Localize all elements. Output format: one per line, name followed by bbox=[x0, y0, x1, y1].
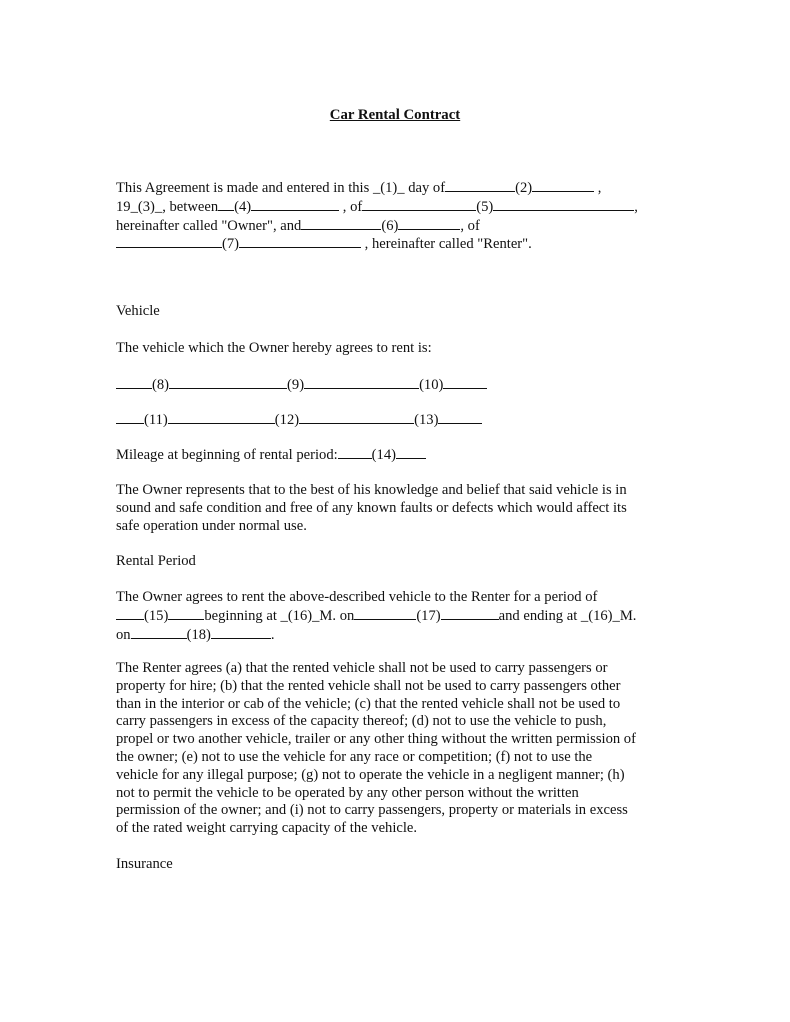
blank-field-15-left[interactable] bbox=[116, 607, 144, 620]
field-15-label: (15) bbox=[144, 607, 169, 624]
blank-field-15-right[interactable] bbox=[168, 607, 204, 620]
paragraph-line: not to permit the vehicle to be operated by any other person without the written bbox=[116, 784, 579, 801]
field-17-label: (17) bbox=[416, 607, 441, 624]
blank-field-5-left[interactable] bbox=[362, 198, 476, 211]
field-7-label: (7) bbox=[222, 236, 240, 253]
agreement-text: This Agreement is made and entered in this _(1)_ day of bbox=[116, 180, 446, 196]
rental-period-line-2 bbox=[116, 607, 676, 626]
paragraph-line: The Owner represents that to the best of his knowledge and belief that said vehicle is in bbox=[116, 482, 627, 498]
agreement-text: , of bbox=[460, 217, 480, 234]
agreement-text: , of bbox=[339, 198, 363, 215]
blank-field-18-right[interactable] bbox=[211, 626, 271, 639]
paragraph-line: than in the interior or cab of the vehicle; (c) that the rented vehicle shall not be used to bbox=[116, 695, 621, 712]
blank-field-13-right[interactable] bbox=[438, 411, 482, 424]
mileage-line bbox=[116, 446, 676, 465]
paragraph-line: carry passengers in excess of the capacity thereof; (d) not to use the vehicle to push, bbox=[116, 713, 607, 730]
blank-field-11-left[interactable] bbox=[116, 411, 144, 424]
paragraph-line: the owner; (e) not to use the vehicle for any race or competition; (f) not to use the bbox=[116, 748, 593, 765]
field-14-label: (14) bbox=[371, 447, 396, 463]
field-10-label: (10) bbox=[419, 377, 444, 393]
paragraph-line: of the rated weight carrying capacity of the vehicle. bbox=[116, 820, 418, 837]
field-6-label: (6) bbox=[381, 217, 399, 234]
paragraph-text: . bbox=[270, 626, 275, 643]
blank-field-7-left[interactable] bbox=[116, 235, 222, 248]
agreement-line-4 bbox=[116, 235, 676, 254]
insurance-heading: Insurance bbox=[116, 856, 173, 872]
field-2-label: (2) bbox=[515, 180, 533, 196]
paragraph-line: safe operation under normal use. bbox=[116, 517, 307, 534]
agreement-text: hereinafter called "Owner", and bbox=[116, 217, 302, 234]
blank-field-6-right[interactable] bbox=[398, 217, 460, 230]
vehicle-heading: Vehicle bbox=[116, 303, 160, 319]
paragraph-text: beginning at _(16)_M. on bbox=[204, 607, 355, 624]
renter-agrees-paragraph bbox=[116, 660, 676, 838]
paragraph-text: on bbox=[116, 626, 131, 643]
field-8-label: (8) bbox=[152, 377, 170, 393]
blank-field-9-left[interactable] bbox=[169, 376, 287, 389]
owner-representation-paragraph bbox=[116, 482, 676, 535]
agreement-paragraph bbox=[116, 179, 676, 254]
rental-period-line-3 bbox=[116, 626, 676, 645]
blank-field-8-left[interactable] bbox=[116, 376, 152, 389]
blank-field-7-right[interactable] bbox=[239, 235, 361, 248]
agreement-text: , hereinafter called "Renter". bbox=[361, 236, 532, 253]
paragraph-line: propel or two another vehicle, trailer or any other thing without the written permission of bbox=[116, 731, 636, 748]
blank-field-10-left[interactable] bbox=[304, 376, 419, 389]
blank-field-13-left[interactable] bbox=[299, 411, 414, 424]
field-4-label: (4) bbox=[234, 198, 252, 215]
paragraph-line: The Renter agrees (a) that the rented vehicle shall not be used to carry passengers or bbox=[116, 660, 608, 676]
vehicle-row-2 bbox=[116, 411, 676, 430]
field-9-label: (9) bbox=[287, 377, 305, 393]
blank-field-14-left[interactable] bbox=[338, 446, 372, 459]
blank-field-10-right[interactable] bbox=[443, 376, 487, 389]
vehicle-intro: The vehicle which the Owner hereby agrees to rent is: bbox=[116, 340, 432, 356]
mileage-label: Mileage at beginning of rental period: bbox=[116, 447, 338, 463]
blank-field-17-left[interactable] bbox=[354, 607, 416, 620]
paragraph-line: property for hire; (b) that the rented vehicle shall not be used to carry passengers other bbox=[116, 677, 621, 694]
vehicle-row-1 bbox=[116, 376, 676, 395]
blank-field-2-left[interactable] bbox=[445, 179, 515, 192]
agreement-text: 19_(3)_, between bbox=[116, 198, 219, 215]
field-11-label: (11) bbox=[144, 412, 168, 428]
blank-field-17-right[interactable] bbox=[441, 607, 499, 620]
blank-field-4-right[interactable] bbox=[251, 198, 339, 211]
blank-field-5-right[interactable] bbox=[493, 198, 634, 211]
paragraph-line: sound and safe condition and free of any known faults or defects which would affect its bbox=[116, 499, 627, 516]
rental-period-paragraph bbox=[116, 589, 676, 644]
agreement-text: , bbox=[634, 198, 638, 215]
agreement-line-2 bbox=[116, 198, 676, 217]
agreement-line-3 bbox=[116, 217, 676, 236]
paragraph-line: vehicle for any illegal purpose; (g) not to operate the vehicle in a negligent manner; (h) bbox=[116, 766, 625, 783]
blank-field-4-left[interactable] bbox=[218, 198, 234, 211]
rental-period-heading: Rental Period bbox=[116, 553, 196, 569]
field-13-label: (13) bbox=[414, 412, 439, 428]
paragraph-text: and ending at _(16)_M. bbox=[498, 607, 637, 624]
agreement-text: , bbox=[594, 180, 602, 196]
blank-field-18-left[interactable] bbox=[131, 626, 187, 639]
paragraph-line: The Owner agrees to rent the above-described vehicle to the Renter for a period of bbox=[116, 589, 598, 605]
field-18-label: (18) bbox=[186, 626, 211, 643]
document-title: Car Rental Contract bbox=[329, 107, 461, 123]
agreement-line-1 bbox=[116, 179, 676, 198]
blank-field-12-left[interactable] bbox=[168, 411, 275, 424]
field-5-label: (5) bbox=[476, 198, 494, 215]
blank-field-6-left[interactable] bbox=[301, 217, 381, 230]
paragraph-line: permission of the owner; and (i) not to carry passengers, property or materials in excess bbox=[116, 802, 628, 819]
field-12-label: (12) bbox=[274, 412, 300, 428]
blank-field-2-right[interactable] bbox=[532, 179, 594, 192]
blank-field-14-right[interactable] bbox=[396, 446, 426, 459]
